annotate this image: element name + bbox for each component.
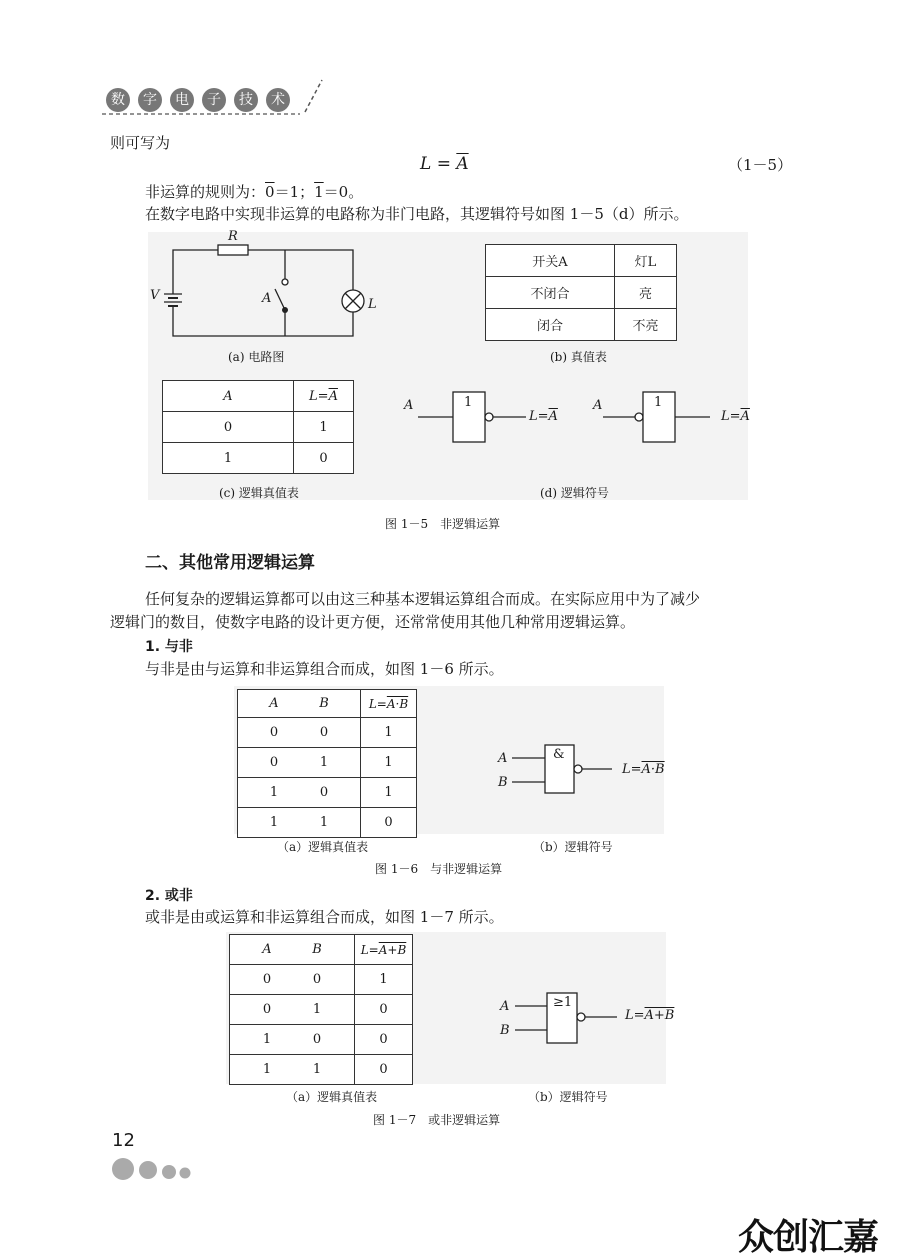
th-b: B — [312, 942, 322, 957]
th-l — [361, 690, 417, 718]
cell-a: 1 — [262, 1032, 272, 1047]
cell-b: 0 — [319, 725, 329, 740]
not-rule-zero: 0 — [265, 183, 275, 201]
cell-a: 0 — [262, 1002, 272, 1017]
cell-l: 1 — [361, 748, 417, 778]
header-char: 字 — [138, 88, 162, 112]
th-lamp: 灯L — [615, 245, 677, 277]
header-char: 电 — [170, 88, 194, 112]
table-cell: 0 — [163, 412, 294, 443]
table-cell — [230, 995, 355, 1025]
figure-1-6-caption: 图 1－6 与非逻辑运算 — [375, 862, 503, 876]
table-cell — [230, 965, 355, 995]
cell-l: 0 — [355, 1055, 413, 1085]
switch-label: A — [262, 291, 272, 306]
caption-1-6-b: （b）逻辑符号 — [533, 840, 613, 854]
nor-gate-sym: ≥1 — [553, 995, 573, 1010]
table-row — [230, 995, 413, 1025]
th-switch: 开关A — [486, 245, 615, 277]
not-rule-eq1: ＝1； — [274, 183, 315, 201]
truth-table-nand — [237, 689, 417, 838]
cell-b: 0 — [319, 785, 329, 800]
header-rule — [100, 76, 330, 121]
table-cell: 不亮 — [615, 309, 677, 341]
table-row — [230, 1055, 413, 1085]
table-cell — [238, 778, 361, 808]
resistor-label: R — [228, 229, 238, 244]
not-rule-one: 1 — [314, 183, 324, 201]
gate1-output-prefix: L= — [529, 409, 549, 424]
watermark-logo: 众创汇嘉 — [738, 1217, 879, 1258]
th-ab — [238, 690, 361, 718]
th-l-bar: A+B — [378, 942, 407, 957]
cell-a: 0 — [269, 725, 279, 740]
section-para-2: 逻辑门的数目，使数字电路的设计更方便，还常常使用其他几种常用逻辑运算。 — [110, 613, 636, 631]
table-row — [238, 718, 417, 748]
gate1-one: 1 — [464, 395, 473, 410]
caption-1-7-b: （b）逻辑符号 — [528, 1090, 608, 1104]
formula-1-5 — [420, 154, 469, 174]
header-char: 数 — [106, 88, 130, 112]
th-l-bar: A·B — [386, 696, 409, 711]
caption-1-5-b: (b) 真值表 — [550, 350, 607, 364]
table-row — [238, 778, 417, 808]
table-cell: 0 — [294, 443, 354, 474]
gate1-input-label: A — [404, 398, 414, 413]
gate2-one: 1 — [654, 395, 663, 410]
section-title: 二、其他常用逻辑运算 — [145, 553, 315, 573]
nor-title: 2. 或非 — [145, 888, 193, 904]
header-char: 技 — [234, 88, 258, 112]
caption-1-7-a: （a）逻辑真值表 — [286, 1090, 378, 1104]
nand-gate-sym: & — [553, 747, 565, 762]
cell-l: 1 — [361, 778, 417, 808]
table-cell — [230, 1025, 355, 1055]
not-gate-desc: 在数字电路中实现非运算的电路称为非门电路，其逻辑符号如图 1－5（d）所示。 — [145, 205, 689, 223]
cell-b: 1 — [312, 1002, 322, 1017]
th-l-bar: $\overline{A}$ — [328, 388, 338, 404]
table-cell — [238, 748, 361, 778]
cell-b: 0 — [312, 972, 322, 987]
table-cell — [238, 718, 361, 748]
nor-input-a: A — [500, 999, 510, 1014]
table-cell — [238, 808, 361, 838]
table-cell: 亮 — [615, 277, 677, 309]
cell-a: 0 — [262, 972, 272, 987]
truth-table-nor — [229, 934, 413, 1085]
nor-desc: 或非是由或运算和非运算组合而成，如图 1－7 所示。 — [145, 908, 504, 926]
gate2-output-bar: $\overline{A}$ — [740, 409, 750, 424]
nand-output-prefix: L= — [622, 762, 642, 777]
th-a: A — [262, 942, 272, 957]
cell-a: 1 — [269, 815, 279, 830]
cell-l: 0 — [355, 1025, 413, 1055]
nand-desc: 与非是由与运算和非运算组合而成，如图 1－6 所示。 — [145, 660, 504, 678]
figure-1-7-caption: 图 1－7 或非逻辑运算 — [373, 1113, 501, 1127]
th-a: A — [163, 381, 294, 412]
formula-var: $\overline{A}$ — [456, 154, 469, 174]
gate2-output-label — [721, 409, 750, 424]
table-cell: 闭合 — [486, 309, 615, 341]
voltage-label: V — [150, 288, 160, 303]
table-cell: 1 — [294, 412, 354, 443]
cell-b: 1 — [319, 815, 329, 830]
header-char: 术 — [266, 88, 290, 112]
th-l-prefix: L= — [368, 696, 387, 711]
th-a: A — [269, 696, 279, 711]
cell-a: 0 — [269, 755, 279, 770]
nor-output-bar: A+B — [644, 1008, 675, 1023]
cell-l: 1 — [361, 718, 417, 748]
lamp-label: L — [368, 297, 377, 312]
table-row — [230, 965, 413, 995]
section-para-1: 任何复杂的逻辑运算都可以由这三种基本逻辑运算组合而成。在实际应用中为了减少 — [145, 590, 701, 608]
caption-1-5-d: (d) 逻辑符号 — [540, 486, 609, 500]
nand-title: 1. 与非 — [145, 639, 193, 655]
figure-1-5-caption: 图 1－5 非逻辑运算 — [385, 517, 501, 531]
th-ab — [230, 935, 355, 965]
gate2-output-prefix: L= — [721, 409, 741, 424]
caption-1-6-a: （a）逻辑真值表 — [277, 840, 369, 854]
nand-input-b: B — [498, 775, 508, 790]
table-cell: 1 — [163, 443, 294, 474]
nor-input-b: B — [500, 1023, 510, 1038]
page-number: 12 — [112, 1130, 135, 1151]
nand-output-label — [622, 762, 665, 777]
gate1-output-label — [529, 409, 558, 424]
caption-1-5-c: (c) 逻辑真值表 — [219, 486, 299, 500]
cell-a: 1 — [262, 1062, 272, 1077]
cell-l: 1 — [355, 965, 413, 995]
gate1-output-bar: $\overline{A}$ — [548, 409, 558, 424]
table-row — [230, 1025, 413, 1055]
nand-output-bar: A·B — [641, 762, 665, 777]
nand-input-a: A — [498, 751, 508, 766]
footer-dots — [110, 1156, 200, 1184]
cell-b: 1 — [319, 755, 329, 770]
nor-output-prefix: L= — [625, 1008, 645, 1023]
cell-l: 0 — [361, 808, 417, 838]
gate2-input-label: A — [593, 398, 603, 413]
th-l — [355, 935, 413, 965]
not-rule-line — [145, 182, 363, 202]
formula-number: （1－5） — [728, 156, 793, 174]
th-b: B — [319, 696, 329, 711]
th-l-prefix: L= — [309, 388, 329, 404]
caption-1-5-a: (a) 电路图 — [228, 350, 285, 364]
table-row — [238, 748, 417, 778]
table-cell: 不闭合 — [486, 277, 615, 309]
cell-b: 1 — [312, 1062, 322, 1077]
th-l-prefix: L= — [360, 942, 379, 957]
cell-a: 1 — [269, 785, 279, 800]
table-row — [238, 808, 417, 838]
table-cell — [230, 1055, 355, 1085]
not-gate-symbols — [148, 232, 748, 500]
nor-output-label — [625, 1008, 674, 1023]
cell-l: 0 — [355, 995, 413, 1025]
formula-lhs: L = — [420, 154, 457, 174]
not-rule-prefix: 非运算的规则为： — [145, 183, 266, 201]
not-rule-eq0: ＝0。 — [323, 183, 364, 201]
cell-b: 0 — [312, 1032, 322, 1047]
header-char: 子 — [202, 88, 226, 112]
intro-text: 则可写为 — [110, 134, 171, 152]
